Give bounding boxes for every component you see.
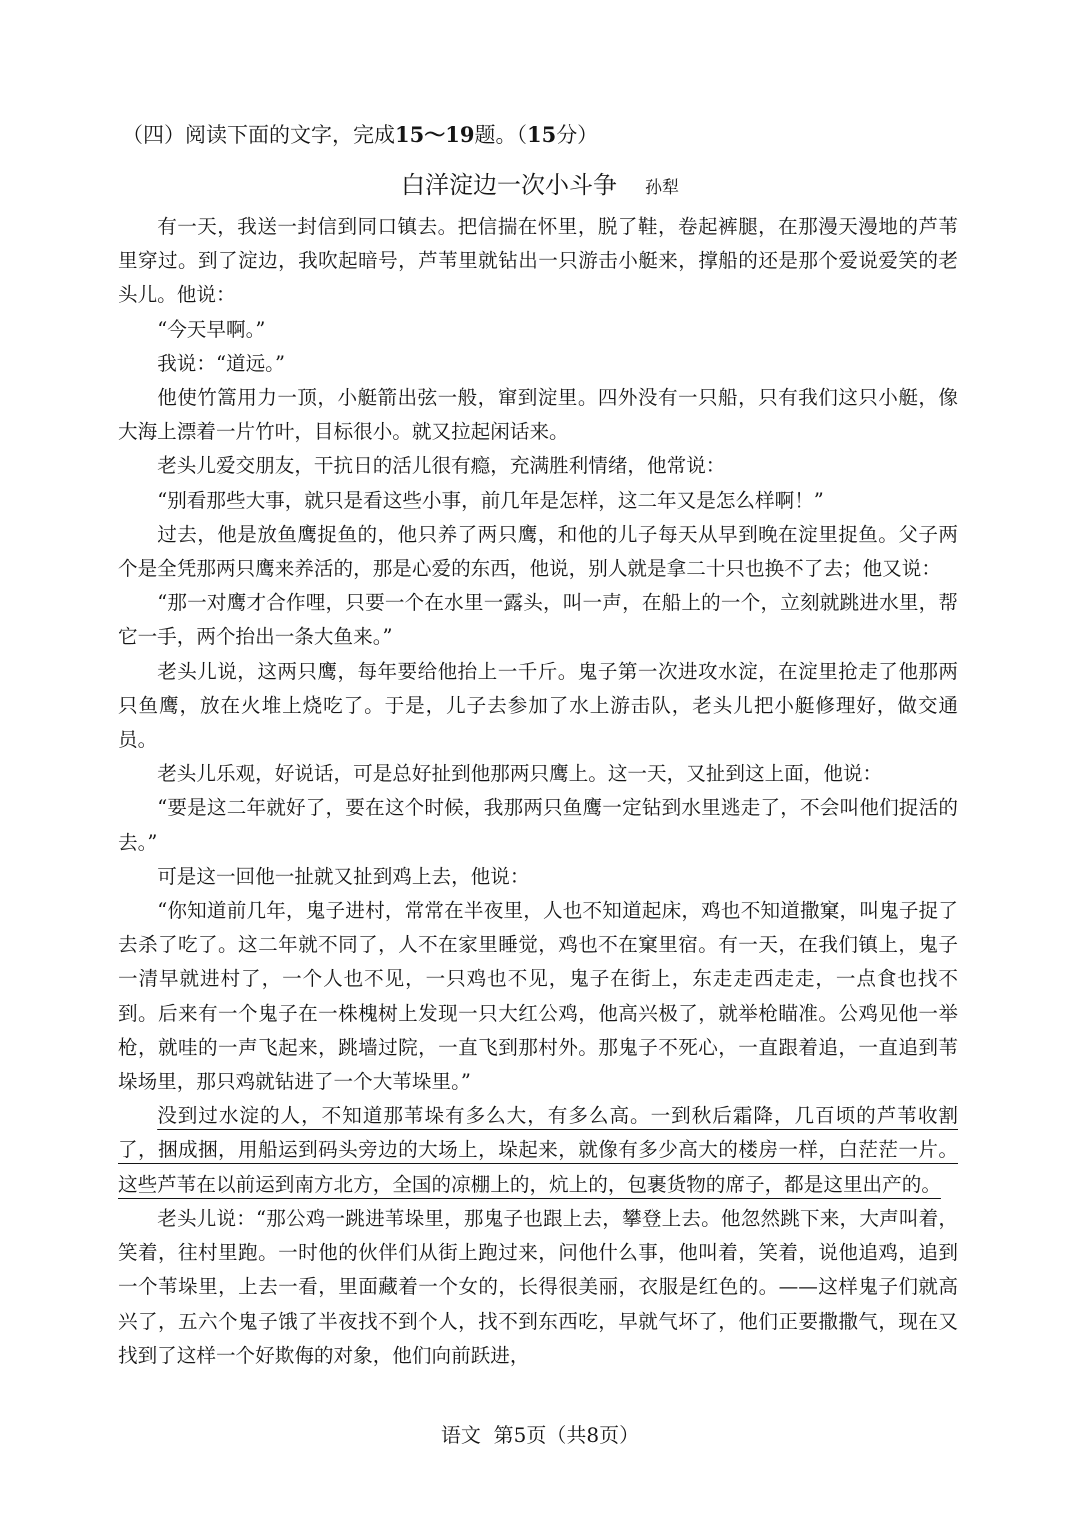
article-body	[118, 210, 958, 1373]
question-range: 15～19	[395, 122, 475, 147]
paragraph: 可是这一回他一扯就又扯到鸡上去，他说：	[157, 864, 530, 888]
footer-page-number: 第5页（共8页）	[493, 1423, 640, 1447]
paragraph: 老头儿乐观，好说话，可是总好扯到他那两只鹰上。这一天，又扯到这上面，他说：	[157, 762, 883, 786]
underlined-paragraph	[118, 1099, 958, 1202]
paragraph: 老头儿爱交朋友，干抗日的活儿很有瘾，充满胜利情绪，他常说：	[157, 454, 726, 478]
points-value: 15	[526, 122, 557, 147]
section-heading	[122, 120, 598, 150]
paragraph: 过去，他是放鱼鹰捉鱼的，他只养了两只鹰，和他的儿子每天从早到晚在淀里捉鱼。父子两个是全凭那两只鹰来养活的，那是心爱的东西，他说，别人就是拿二十只也换不了去；他又说：	[118, 522, 958, 581]
footer-subject: 语文	[440, 1423, 481, 1447]
article-author: 孙犁	[645, 178, 679, 198]
paragraph: 老头儿说：“那公鸡一跳进苇垛里，那鬼子也跟上去，攀登上去。他忽然跳下来，大声叫着，笑着，往村里跑。一时他的伙伴们从街上跑过来，问他什么事，他叫着，笑着，说他追鸡，追到一个苇垛里，上去一看，里面藏着一个女的，长得很美丽，衣服是红色的。——这样鬼子们就高兴了，五六个鬼子饿了半夜找不到个人，找不到东西吃，早就气坏了，他们正要撒撒气，现在又找到了这样一个好欺侮的对象，他们向前跃进，	[118, 1206, 958, 1367]
heading-middle: 题。（	[474, 123, 527, 147]
paragraph: “今天早啊。”	[157, 317, 266, 341]
heading-prefix: （四）阅读下面的文字，完成	[122, 123, 395, 147]
paragraph: “别看那些大事，就只是看这些小事，前几年是怎样，这二年又是怎么样啊！”	[157, 488, 824, 512]
paragraph: 有一天，我送一封信到同口镇去。把信揣在怀里，脱了鞋，卷起裤腿，在那漫天漫地的芦苇里穿过。到了淀边，我吹起暗号，芦苇里就钻出一只游击小艇来，撑船的还是那个爱说爱笑的老头儿。他说：	[118, 215, 958, 307]
page-footer	[0, 1420, 1080, 1450]
heading-suffix: 分）	[556, 123, 599, 147]
article-title-row	[0, 168, 1080, 202]
paragraph: 他使竹篙用力一顶，小艇箭出弦一般，窜到淀里。四外没有一只船，只有我们这只小艇，像大海上漂着一片竹叶，目标很小。就又拉起闲话来。	[118, 386, 958, 444]
underlined-text: 没到过水淀的人，不知道那苇垛有多么大，有多么高。一到秋后霜降，几百顷的芦苇收割了，捆成捆，用船运到码头旁边的大场上，垛起来，就像有多少高大的楼房一样，白茫茫一片。这些芦苇在以前运到南方北方，全国的凉棚上的，炕上的，包裹货物的席子，都是这里出产的。	[118, 1104, 958, 1196]
paragraph: “你知道前几年，鬼子进村，常常在半夜里，人也不知道起床，鸡也不知道撒窠，叫鬼子捉了去杀了吃了。这二年就不同了，人不在家里睡觉，鸡也不在窠里宿。有一天，在我们镇上，鬼子一清早就进村了，一个人也不见，一只鸡也不见，鬼子在街上，东走走西走走，一点食也找不到。后来有一个鬼子在一株槐树上发现一只大红公鸡，他高兴极了，就举枪瞄准。公鸡见他一举枪，就哇的一声飞起来，跳墙过院，一直飞到那村外。那鬼子不死心，一直跟着追，一直追到苇垛场里，那只鸡就钻进了一个大苇垛里。”	[118, 899, 958, 1094]
paragraph: “要是这二年就好了，要在这个时候，我那两只鱼鹰一定钻到水里逃走了，不会叫他们捉活的去。”	[118, 796, 958, 854]
paragraph: 我说：“道远。”	[157, 351, 285, 375]
paragraph: 老头儿说，这两只鹰，每年要给他抬上一千斤。鬼子第一次进攻水淀，在淀里抢走了他那两只鱼鹰，放在火堆上烧吃了。于是，儿子去参加了水上游击队，老头儿把小艇修理好，做交通员。	[118, 659, 958, 752]
article-title: 白洋淀边一次小斗争	[401, 171, 617, 199]
paragraph: “那一对鹰才合作哩，只要一个在水里一露头，叫一声，在船上的一个，立刻就跳进水里，帮它一手，两个抬出一条大鱼来。”	[118, 591, 958, 649]
